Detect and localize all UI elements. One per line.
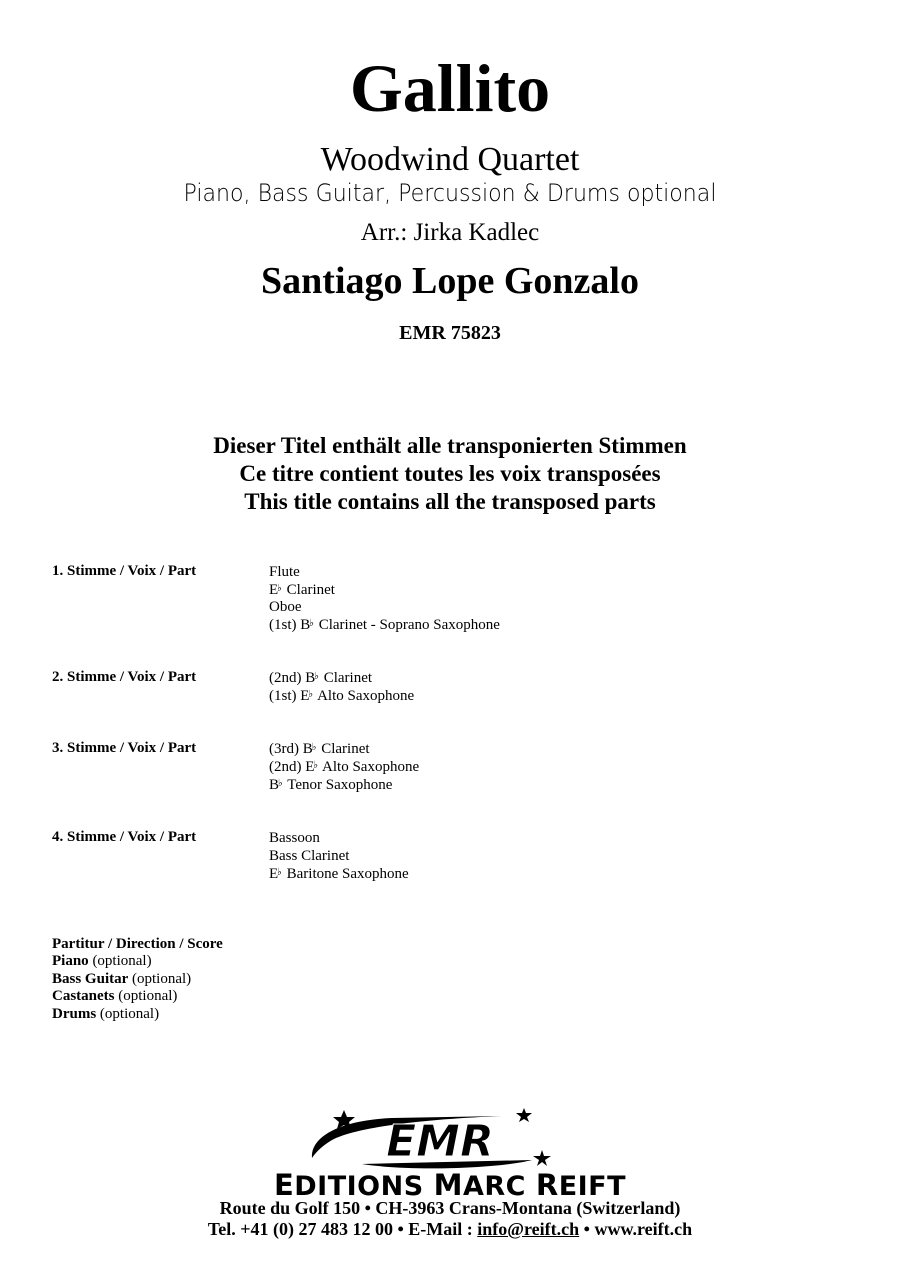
flat-sign: ♭ <box>278 778 283 789</box>
instrumentation-line: Piano, Bass Guitar, Percussion & Drums optional <box>183 179 717 207</box>
part-instrument: Bass Clarinet <box>269 848 350 864</box>
notice-german: Dieser Titel enthält alle transponierten Stimmen <box>213 433 687 458</box>
part-instrument: (3rd) B♭ Clarinet <box>269 741 370 757</box>
page-title: Gallito <box>349 50 551 126</box>
arranger-line: Arr.: Jirka Kadlec <box>360 219 540 246</box>
logo-text: EMR <box>386 1116 494 1167</box>
composer-name: Santiago Lope Gonzalo <box>261 260 639 302</box>
publisher-address: Route du Golf 150 • CH-3963 Crans-Montana (Switzerland) <box>219 1198 681 1218</box>
part-instrument: Bassoon <box>269 830 320 846</box>
flat-sign: ♭ <box>277 867 282 878</box>
extra-item: Partitur / Direction / Score <box>52 936 223 952</box>
publisher-contact: Tel. +41 (0) 27 483 12 00 • E-Mail : info@reift.ch • www.reift.ch <box>207 1219 693 1239</box>
ensemble-subtitle: Woodwind Quartet <box>320 141 580 178</box>
extra-item: Piano (optional) <box>52 953 152 969</box>
publisher-name: EDITIONS MARC REIFT <box>273 1168 627 1202</box>
notice-french: Ce titre contient toutes les voix transposées <box>239 461 661 486</box>
flat-sign: ♭ <box>311 742 317 753</box>
catalog-number: EMR 75823 <box>399 322 501 344</box>
flat-sign: ♭ <box>309 618 314 629</box>
extra-item: Castanets (optional) <box>52 988 178 1004</box>
part-instrument: (1st) B♭ Clarinet - Soprano Saxophone <box>269 617 500 633</box>
part-label: 2. Stimme / Voix / Part <box>52 669 197 685</box>
part-instrument: (2nd) B♭ Clarinet <box>269 670 373 686</box>
notice-english: This title contains all the transposed parts <box>244 489 656 514</box>
flat-sign: ♭ <box>308 689 314 700</box>
email-link[interactable]: info@reift.ch <box>477 1219 580 1239</box>
part-instrument: (2nd) E♭ Alto Saxophone <box>269 759 420 775</box>
flat-sign: ♭ <box>277 583 282 594</box>
flat-sign: ♭ <box>314 671 319 682</box>
part-instrument: B♭ Tenor Saxophone <box>269 777 393 793</box>
part-instrument: (1st) E♭ Alto Saxophone <box>269 688 415 704</box>
part-label: 1. Stimme / Voix / Part <box>52 563 197 579</box>
part-instrument: E♭ Baritone Saxophone <box>269 866 409 882</box>
extra-item: Bass Guitar (optional) <box>52 971 192 987</box>
extra-item: Drums (optional) <box>52 1006 160 1022</box>
part-label: 4. Stimme / Voix / Part <box>52 829 197 845</box>
part-instrument: E♭ Clarinet <box>269 582 335 598</box>
flat-sign: ♭ <box>313 760 319 771</box>
part-label: 3. Stimme / Voix / Part <box>52 740 197 756</box>
part-instrument: Oboe <box>269 599 302 615</box>
emr-logo <box>302 1106 564 1174</box>
part-instrument: Flute <box>269 564 300 580</box>
